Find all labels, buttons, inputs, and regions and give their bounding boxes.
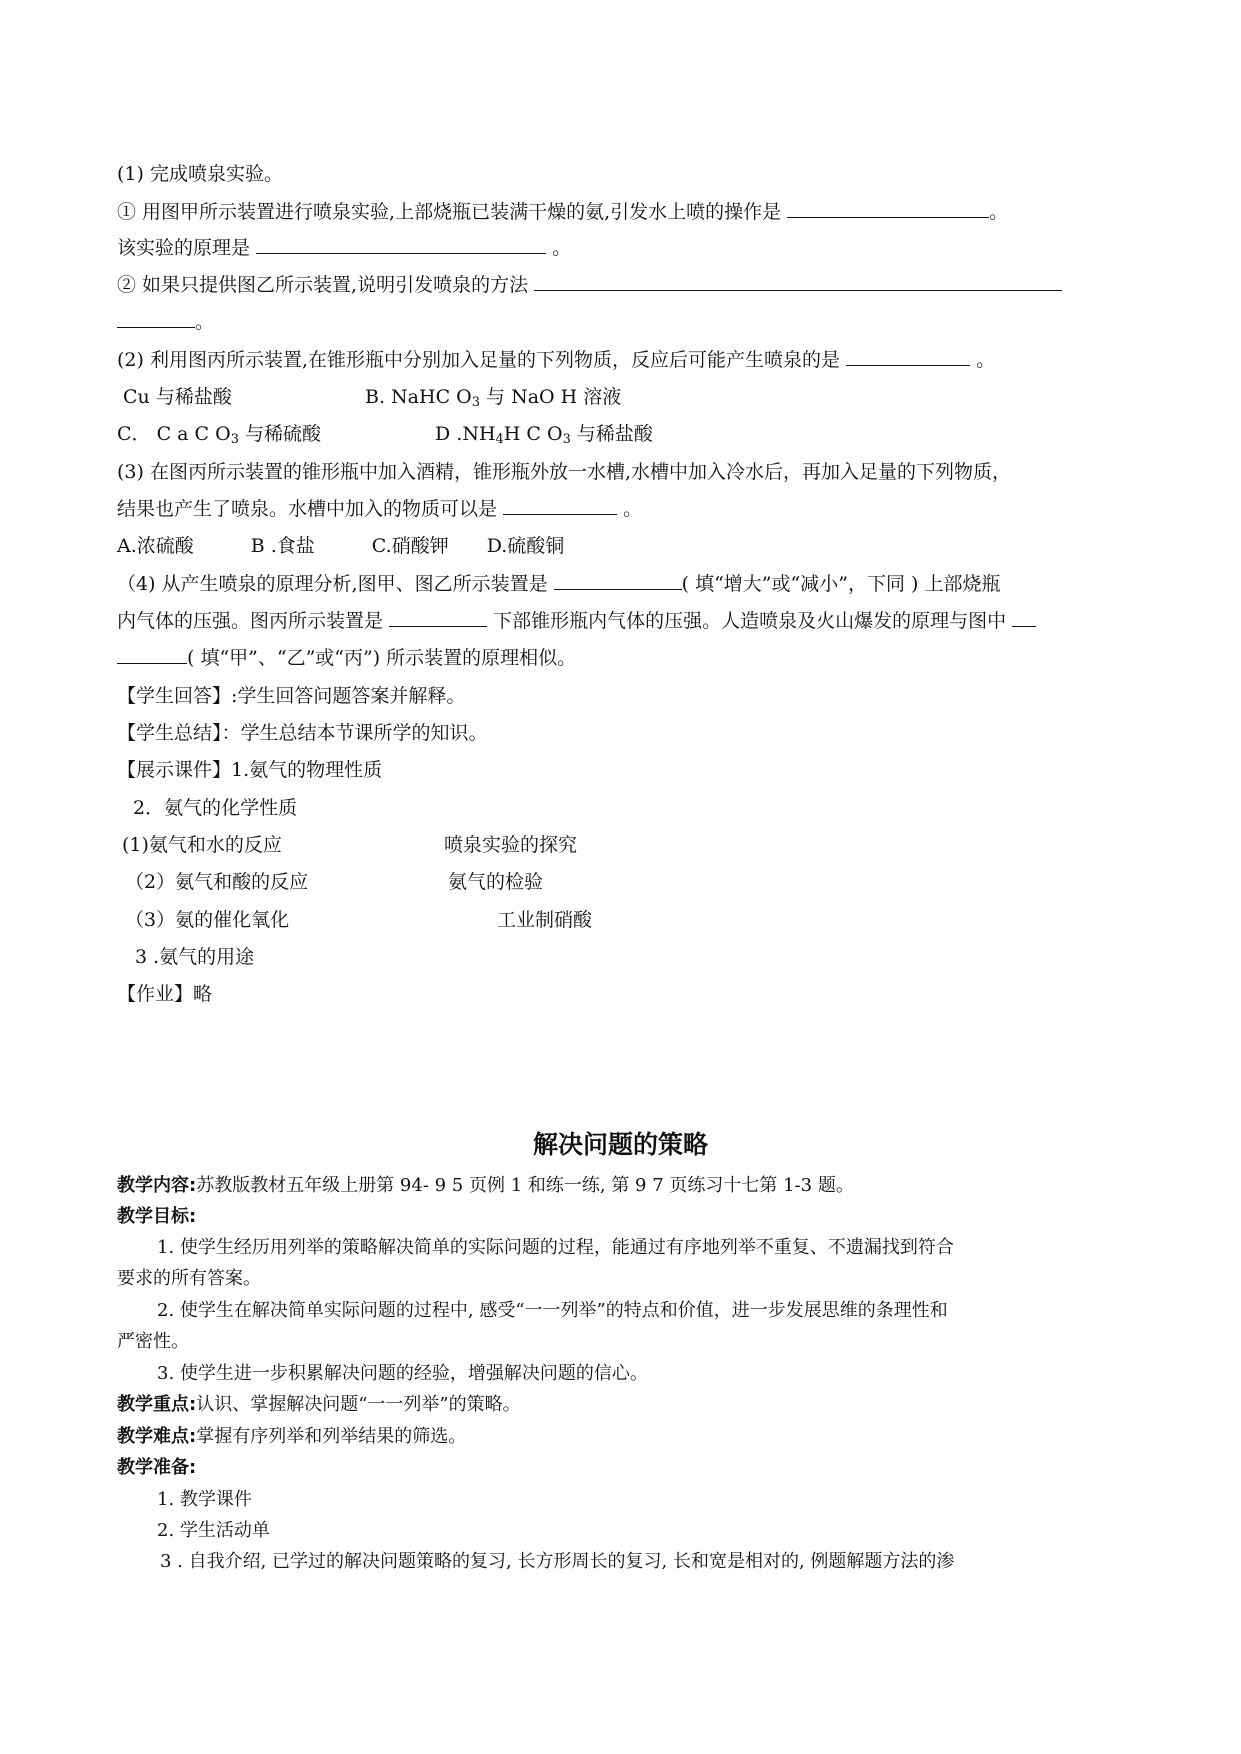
question-3-options: A.浓硫酸 B .食盐 C.硝酸钾 D.硫酸铜: [117, 535, 565, 557]
prep-heading: 教学准备:: [117, 1457, 197, 1478]
option-c: [117, 423, 321, 445]
question-1a-text: ① 用图甲所示装置进行喷泉实验,上部烧瓶已装满干燥的氨,引发水上喷的操作是: [117, 201, 782, 223]
question-3-line2: [117, 496, 642, 522]
answer-blank: [846, 347, 970, 366]
option-c-part1: C． C a C O: [117, 423, 231, 445]
goal-3: 3. 使学生进一步积累解决问题的经验，增强解决问题的信心。: [157, 1363, 648, 1384]
option-b-part1: B. NaHC O: [365, 386, 472, 408]
teaching-content: [117, 1173, 854, 1199]
question-1b: [117, 272, 1062, 298]
outline-item-1-right: 喷泉实验的探究: [444, 834, 578, 856]
question-1a-end: 。: [989, 201, 1009, 223]
teaching-goals-heading: 教学目标:: [117, 1206, 197, 1227]
principle-text: 该实验的原理是: [117, 237, 251, 259]
section-title: 解决问题的策略: [532, 1130, 708, 1159]
answer-blank: [534, 272, 1062, 291]
question-4-text-2: ( 填“增大”或“减小”，下同 ) 上部烧瓶: [681, 573, 1001, 595]
outline-item-3: （3）氨的催化氧化: [125, 909, 290, 931]
key-point-label: 教学重点:: [117, 1394, 197, 1415]
question-2-text: (2) 利用图丙所示装置,在锥形瓶中分别加入足量的下列物质，反应后可能产生喷泉的是: [117, 349, 840, 371]
subscript: 3: [471, 395, 480, 410]
question-4-line3: [117, 645, 576, 671]
question-1a: [117, 199, 1008, 225]
question-4-line1: [117, 571, 1000, 597]
prep-item-2: 2. 学生活动单: [157, 1520, 270, 1541]
goal-1-line2: 要求的所有答案。: [117, 1268, 261, 1289]
principle-end: 。: [552, 237, 572, 259]
question-2-options-ab: [117, 384, 622, 410]
teaching-content-label: 教学内容:: [117, 1175, 197, 1196]
question-3-line1: (3) 在图丙所示装置的锥形瓶中加入酒精，锥形瓶外放一水槽,水槽中加入冷水后，再加入足量的下列物质，: [117, 461, 1011, 483]
goal-2-line2: 严密性。: [117, 1331, 189, 1352]
option-d-part1: D .NH: [435, 423, 496, 445]
teaching-prep-label: [117, 1455, 196, 1481]
outline-item-2: （2）氨气和酸的反应: [125, 871, 309, 893]
teaching-content-text: 苏教版教材五年级上册第 94- 9 5 页例 1 和练一练, 第 9 7 页练习十七第 1-3 题。: [196, 1175, 854, 1196]
show-courseware: 【展示课件】1.氨气的物理性质: [117, 759, 383, 781]
prep-item-1: 1. 教学课件: [157, 1489, 252, 1510]
question-4-text-3: 内气体的压强。图丙所示装置是: [117, 610, 384, 632]
answer-blank: [1012, 608, 1036, 627]
prep-item-3: 3 . 自我介绍, 已学过的解决问题策略的复习, 长方形周长的复习, 长和宽是相对的, 例题解题方法的渗: [160, 1551, 955, 1572]
question-1b-text: ② 如果只提供图乙所示装置,说明引发喷泉的方法: [117, 274, 529, 296]
question-1a-principle: [117, 235, 571, 261]
question-2: [117, 347, 995, 373]
chemical-properties: 2．氨气的化学性质: [133, 797, 298, 819]
question-2-end: 。: [976, 349, 996, 371]
ammonia-uses: 3 .氨气的用途: [135, 946, 255, 968]
difficulty-label: 教学难点:: [117, 1426, 197, 1447]
difficulty-text: 掌握有序列举和列举结果的筛选。: [196, 1426, 467, 1447]
answer-blank: [256, 235, 546, 254]
answer-blank: [117, 645, 187, 664]
question-4-text-4: 下部锥形瓶内气体的压强。人造喷泉及火山爆发的原理与图中: [493, 610, 1007, 632]
option-a: Cu 与稀盐酸: [123, 386, 232, 408]
homework: 【作业】略: [117, 983, 213, 1005]
answer-blank: [503, 496, 617, 515]
question-4-text: （4) 从产生喷泉的原理分析,图甲、图乙所示装置是: [117, 573, 548, 595]
question-1b-end: 。: [195, 311, 215, 333]
subscript: 3: [562, 432, 571, 447]
subscript: 4: [495, 432, 504, 447]
outline-item-3-right: 工业制硝酸: [497, 909, 593, 931]
question-1b-cont: [117, 309, 214, 335]
option-d: [435, 421, 653, 447]
question-3-end: 。: [623, 498, 643, 520]
option-d-part2: H C O: [503, 423, 563, 445]
answer-blank: [389, 608, 487, 627]
question-3-text: 结果也产生了喷泉。水槽中加入的物质可以是: [117, 498, 498, 520]
option-b-part2: 与 NaO H 溶液: [486, 386, 622, 408]
answer-blank: [117, 309, 195, 328]
question-4-line2: [117, 608, 1036, 634]
question-2-options-cd: [117, 421, 653, 447]
option-c-part2: 与稀硫酸: [245, 423, 322, 445]
answer-blank: [787, 199, 989, 218]
answer-blank: [554, 571, 682, 590]
question-4-text-5: ( 填“甲”、“乙”或“丙”) 所示装置的原理相似。: [187, 647, 577, 669]
question-1-heading: (1) 完成喷泉实验。: [117, 163, 283, 185]
goal-1-line1: 1. 使学生经历用列举的策略解决简单的实际问题的过程，能通过有序地列举不重复、不遗漏找到符合: [157, 1237, 954, 1258]
teaching-goals-label: [117, 1204, 196, 1230]
outline-item-1: (1)氨气和水的反应: [122, 834, 282, 856]
goal-2-line1: 2. 使学生在解决简单实际问题的过程中, 感受“一一列举”的特点和价值，进一步发展思维的条理性和: [157, 1300, 948, 1321]
key-point-text: 认识、掌握解决问题“一一列举”的策略。: [196, 1394, 521, 1415]
teaching-difficulty: [117, 1424, 466, 1450]
student-summary: 【学生总结】：学生总结本节课所学的知识。: [117, 722, 488, 744]
student-answer: 【学生回答】:学生回答问题答案并解释。: [117, 685, 466, 707]
teaching-key-point: [117, 1392, 521, 1418]
option-d-part3: 与稀盐酸: [576, 423, 653, 445]
subscript: 3: [230, 432, 239, 447]
outline-item-2-right: 氨气的检验: [448, 871, 544, 893]
option-b: [365, 384, 621, 410]
